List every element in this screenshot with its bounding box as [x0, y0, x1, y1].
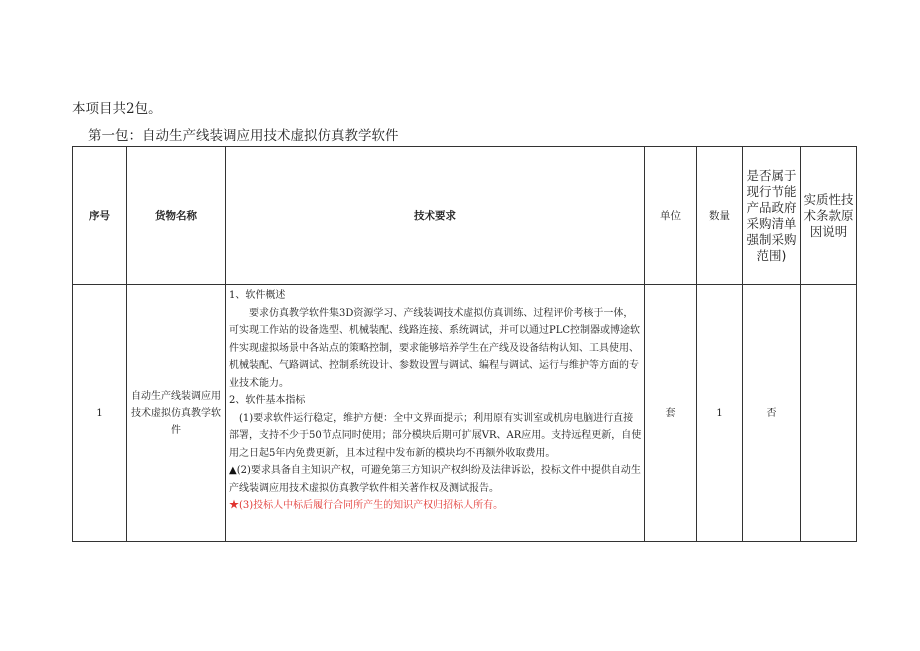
header-requirements: 技术要求 [226, 147, 645, 285]
procurement-table [72, 146, 857, 542]
header-reason: 实质性技术条款原因说明 [801, 147, 857, 285]
section-1-title: 1、软件概述 [229, 290, 286, 301]
header-name: 货物名称 [127, 147, 226, 285]
table-row [73, 285, 857, 542]
requirement-item-2-text: (2)要求具备自主知识产权，可避免第三方知识产权纠纷及法律诉讼，投标文件中提供自动生产线装调应用技术虚拟仿真教学软件相关著作权及测试报告。 [229, 465, 641, 494]
cell-reason [801, 285, 857, 542]
requirement-item-3-text: (3)投标人中标后履行合同所产生的知识产权归招标人所有。 [239, 500, 504, 511]
header-quantity: 数量 [697, 147, 743, 285]
header-unit: 单位 [645, 147, 697, 285]
table-header-row [73, 147, 857, 285]
cell-energy-saving: 否 [743, 285, 801, 542]
requirement-item-3 [229, 497, 642, 515]
header-seq: 序号 [73, 147, 127, 285]
section-2-title: 2、软件基本指标 [229, 395, 306, 406]
package-title: 第一包：自动生产线装调应用技术虚拟仿真教学软件 [88, 128, 399, 144]
cell-goods-name: 自动生产线装调应用技术虚拟仿真教学软件 [127, 285, 226, 542]
header-energy-saving: 是否属于现行节能产品政府采购清单强制采购范围) [743, 147, 801, 285]
cell-seq: 1 [73, 285, 127, 542]
intro-text: 本项目共2包。 [72, 101, 162, 117]
requirement-item-2 [229, 462, 642, 497]
cell-requirements [226, 285, 645, 542]
requirement-item-1: (1)要求软件运行稳定，维护方便：全中文界面提示；利用原有实训室或机房电脑进行直接部署，支持不少于50节点同时使用；部分模块后期可扩展VR、AR应用。支持远程更新，自使用之日起5年内免费更新，且本过程中发布新的模块均不再额外收取费用。 [229, 412, 642, 459]
section-1-text: 要求仿真教学软件集3D资源学习、产线装调技术虚拟仿真训练、过程评价考核于一体，可实现工作站的设备选型、机械装配、线路连接、系统调试，并可以通过PLC控制器或博途软件实现虚拟场景中各站点的策略控制，要求能够培养学生在产线及设备结构认知、工具使用、机械装配、气路调试、控制系统设计、参数设置与调试、编程与调试、运行与维护等方面的专业技术能力。 [229, 307, 641, 389]
cell-unit: 套 [645, 285, 697, 542]
cell-quantity: 1 [697, 285, 743, 542]
triangle-mark-icon: ▲ [229, 465, 237, 476]
star-mark-icon: ★ [229, 500, 239, 511]
